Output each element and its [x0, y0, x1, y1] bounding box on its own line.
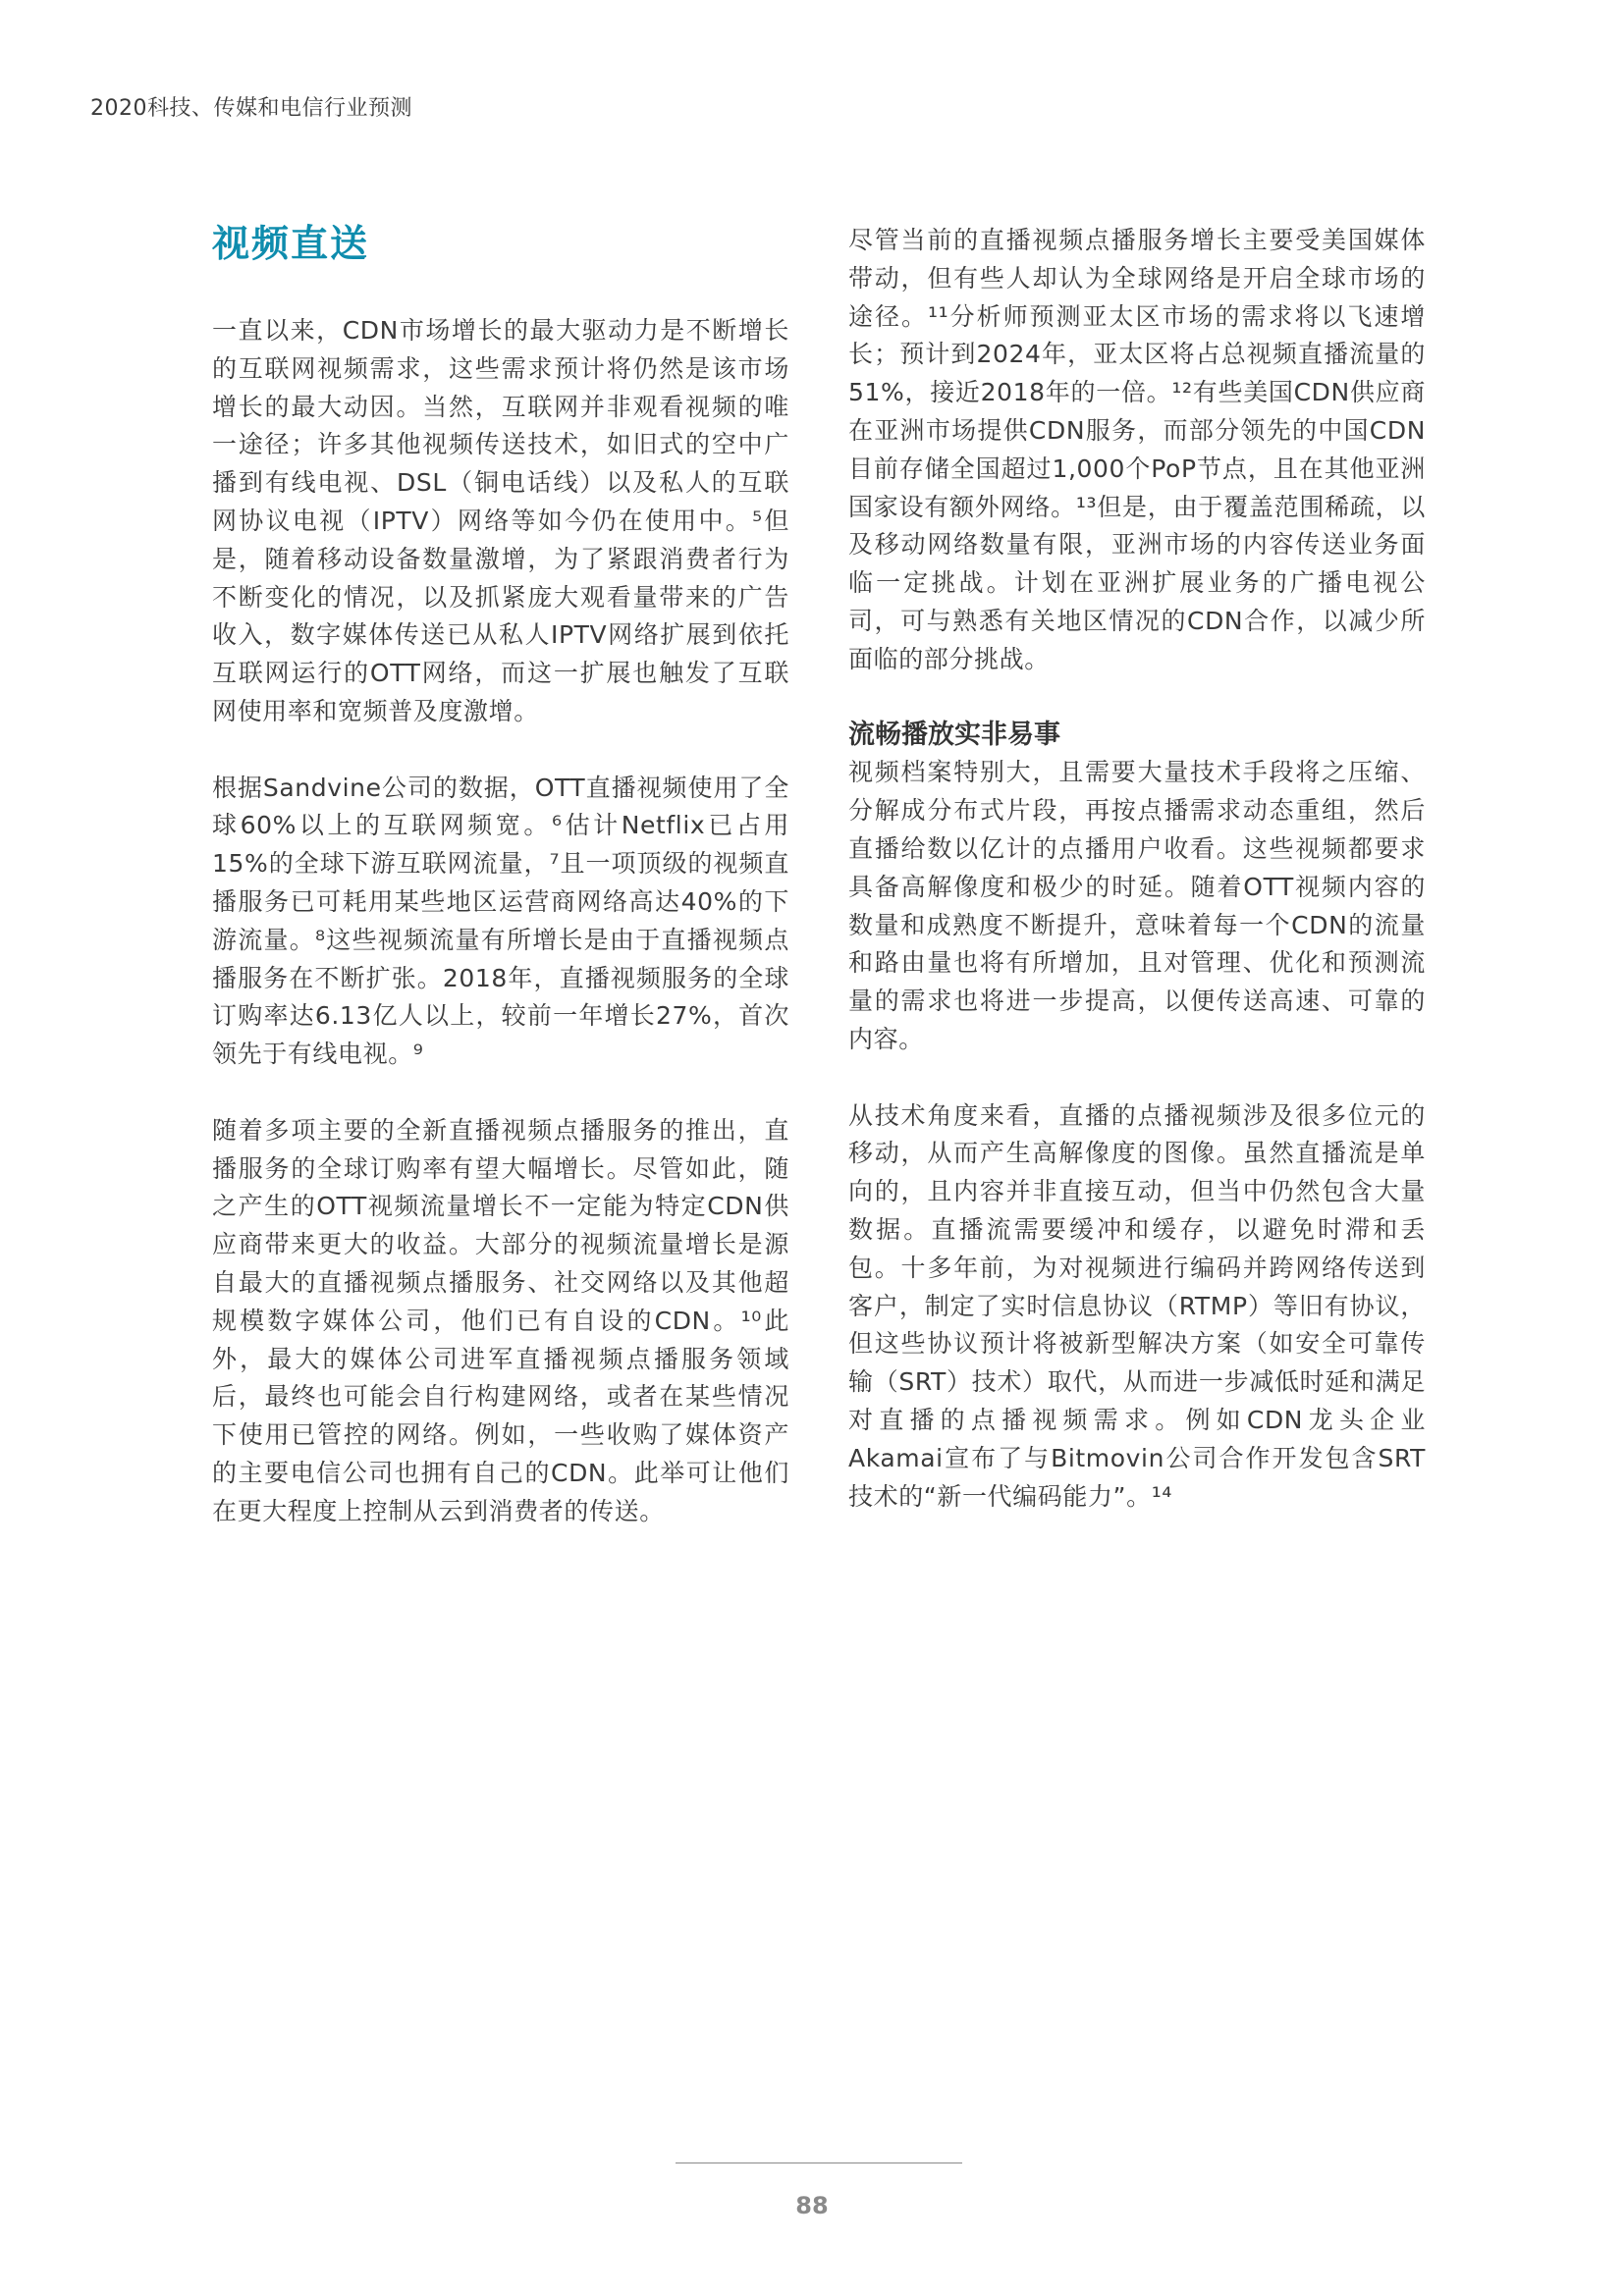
right-column — [848, 222, 1426, 1554]
subsection-heading: 流畅播放实非易事 — [848, 720, 1060, 751]
running-header: 2020科技、传媒和电信行业预测 — [90, 96, 412, 121]
page-number: 88 — [795, 2192, 829, 2219]
section-title: 视频直送 — [212, 222, 370, 265]
left-column — [212, 218, 789, 1569]
body-paragraph: 视频档案特别大，且需要大量技术手段将之压缩、分解成分布式片段，再按点播需求动态重组，然后直播给数以亿计的点播用户收看。这些视频都要求具备高解像度和极少的时延。随着OTT视频内容的数量和成熟度不断提升，意味着每一个CDN的流量和路由量也将有所增加，且对管理、优化和预测流量的需求也将进一步提高，以便传送高速、可靠的内容。 — [848, 758, 1426, 1053]
body-paragraph: 尽管当前的直播视频点播服务增长主要受美国媒体带动，但有些人却认为全球网络是开启全球市场的途径。¹¹分析师预测亚太区市场的需求将以飞速增长；预计到2024年，亚太区将占总视频直播流量的51%，接近2018年的一倍。¹²有些美国CDN供应商在亚洲市场提供CDN服务，而部分领先的中国CDN目前存储全国超过1,000个PoP节点，且在其他亚洲国家设有额外网络。¹³但是，由于覆盖范围稀疏，以及移动网络数量有限，亚洲市场的内容传送业务面临一定挑战。计划在亚洲扩展业务的广播电视公司，可与熟悉有关地区情况的CDN合作，以减少所面临的部分挑战。 — [848, 226, 1426, 673]
body-paragraph: 一直以来，CDN市场增长的最大驱动力是不断增长的互联网视频需求，这些需求预计将仍然是该市场增长的最大动因。当然，互联网并非观看视频的唯一途径；许多其他视频传送技术，如旧式的空中广播到有线电视、DSL（铜电话线）以及私人的互联网协议电视（IPTV）网络等如今仍在使用中。⁵但是，随着移动设备数量激增，为了紧跟消费者行为不断变化的情况，以及抓紧庞大观看量带来的广告收入，数字媒体传送已从私人IPTV网络扩展到依托互联网运行的OTT网络，而这一扩展也触发了互联网使用率和宽频普及度激增。 — [212, 316, 789, 725]
body-paragraph: 从技术角度来看，直播的点播视频涉及很多位元的移动，从而产生高解像度的图像。虽然直播流是单向的，且内容并非直接互动，但当中仍然包含大量数据。直播流需要缓冲和缓存，以避免时滞和丢包。十多年前，为对视频进行编码并跨网络传送到客户，制定了实时信息协议（RTMP）等旧有协议，但这些协议预计将被新型解决方案（如安全可靠传输（SRT）技术）取代，从而进一步减低时延和满足对直播的点播视频需求。例如CDN龙头企业Akamai宣布了与Bitmovin公司合作开发包含SRT技术的“新一代编码能力”。¹⁴ — [848, 1100, 1426, 1511]
body-paragraph: 根据Sandvine公司的数据，OTT直播视频使用了全球60%以上的互联网频宽。⁶估计Netflix已占用15%的全球下游互联网流量，⁷且一项顶级的视频直播服务已可耗用某些地区运营商网络高达40%的下游流量。⁸这些视频流量有所增长是由于直播视频点播服务在不断扩张。2018年，直播视频服务的全球订购率达6.13亿人以上，较前一年增长27%，首次领先于有线电视。⁹ — [212, 773, 789, 1069]
body-paragraph: 随着多项主要的全新直播视频点播服务的推出，直播服务的全球订购率有望大幅增长。尽管如此，随之产生的OTT视频流量增长不一定能为特定CDN供应商带来更大的收益。大部分的视频流量增长是源自最大的直播视频点播服务、社交网络以及其他超规模数字媒体公司，他们已有自设的CDN。¹⁰此外，最大的媒体公司进军直播视频点播服务领域后，最终也可能会自行构建网络，或者在某些情况下使用已管控的网络。例如，一些收购了媒体资产的主要电信公司也拥有自己的CDN。此举可让他们在更大程度上控制从云到消费者的传送。 — [212, 1115, 789, 1525]
